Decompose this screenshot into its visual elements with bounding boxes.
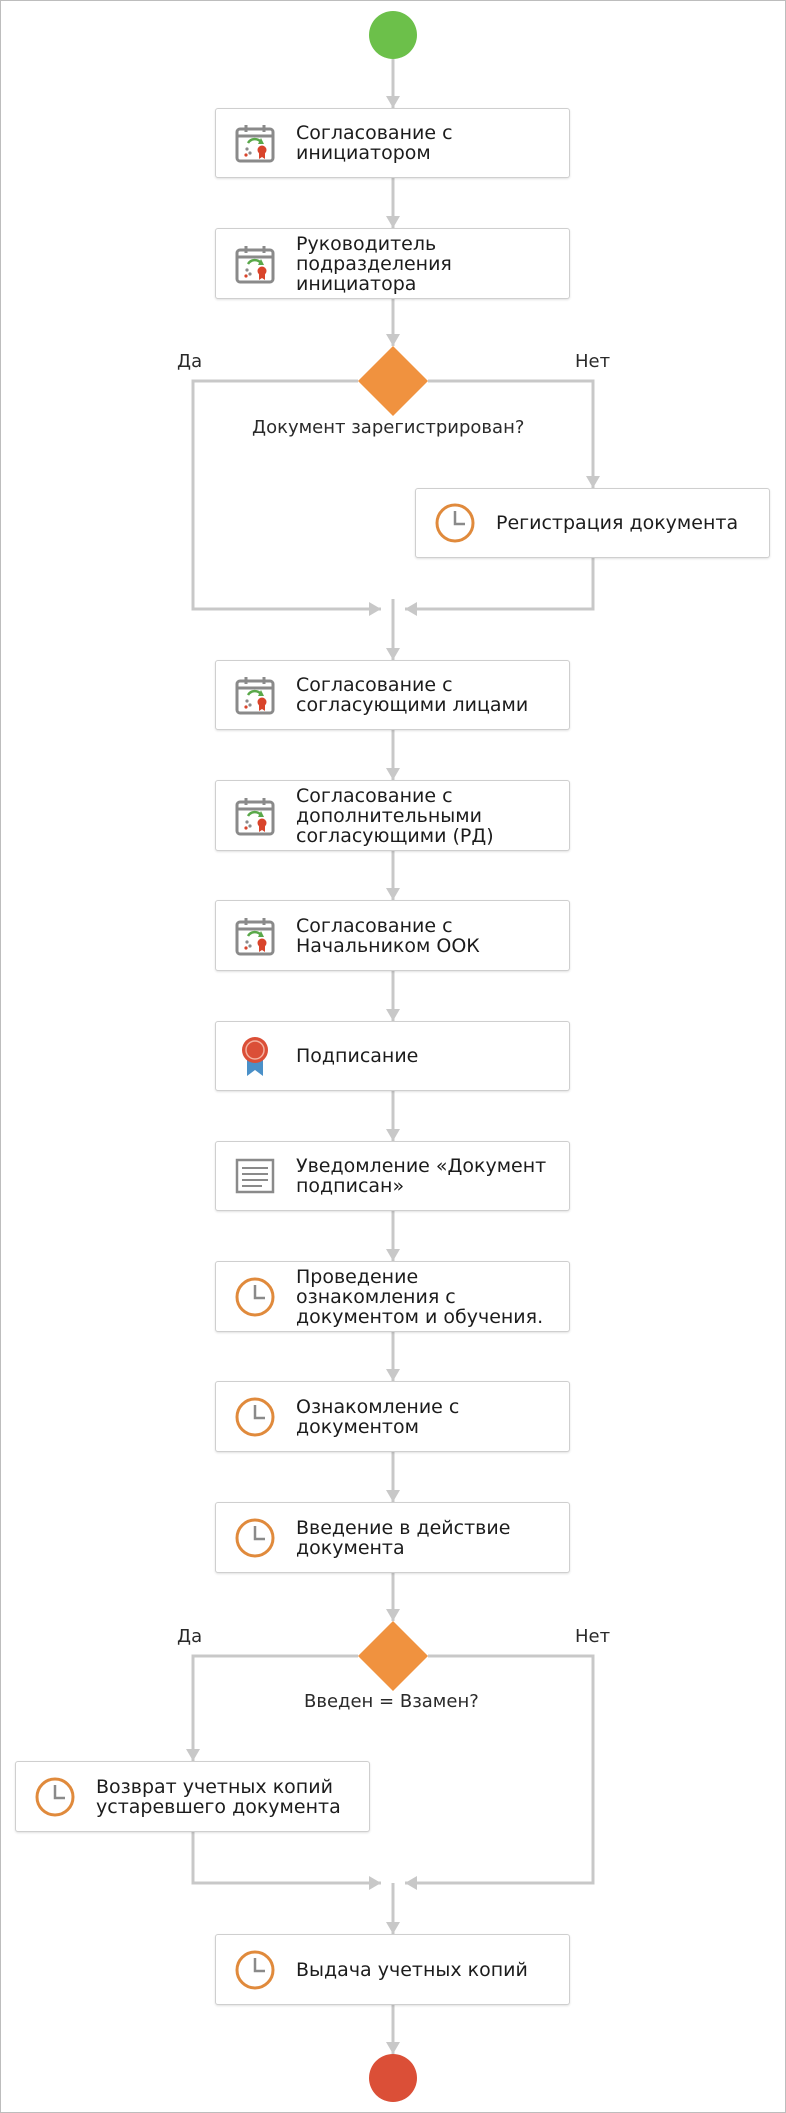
- decision-2-no-label: Нет: [575, 1626, 611, 1647]
- arrowhead: [386, 648, 400, 660]
- decision-1-diamond[interactable]: [358, 346, 428, 416]
- approval-icon: [234, 122, 276, 164]
- approval-icon: [234, 795, 276, 837]
- clock-icon: [234, 1949, 276, 1991]
- approval-icon: [234, 915, 276, 957]
- task-department-head[interactable]: [215, 228, 570, 299]
- arrowhead: [186, 1749, 200, 1761]
- task-approve-approvers[interactable]: [215, 660, 570, 730]
- task-approve-ook-head[interactable]: [215, 900, 570, 971]
- task-label: Проведение ознакомления с документом и обучения.: [296, 1265, 544, 1328]
- decision-2-yes-label: Да: [177, 1626, 203, 1647]
- arrowhead: [386, 1369, 400, 1381]
- task-label: Согласование с дополнительными согласующими (РД): [296, 784, 494, 847]
- arrowhead: [386, 1129, 400, 1141]
- arrowhead: [386, 888, 400, 900]
- arrowhead: [386, 1609, 400, 1621]
- arrowhead: [405, 1876, 417, 1890]
- document-icon: [234, 1155, 276, 1197]
- start-event: [369, 11, 417, 59]
- task-label: Возврат учетных копий устаревшего документа: [96, 1775, 341, 1818]
- task-label: Введение в действие документа: [296, 1516, 511, 1559]
- arrowhead: [386, 1009, 400, 1021]
- task-label: Согласование с согласующими лицами: [296, 674, 529, 716]
- connector-line: [193, 1832, 381, 1883]
- task-notification-signed[interactable]: [215, 1141, 570, 1211]
- task-label: Регистрация документа: [496, 512, 739, 534]
- arrowhead: [405, 602, 417, 616]
- arrowhead: [386, 216, 400, 228]
- clock-icon: [34, 1776, 76, 1818]
- task-familiarization[interactable]: [215, 1381, 570, 1452]
- arrowhead: [386, 1249, 400, 1261]
- decision-2-condition: Введен = Взамен?: [304, 1691, 479, 1712]
- approval-icon: [234, 243, 276, 285]
- connector-line: [405, 558, 593, 609]
- arrowhead: [386, 334, 400, 346]
- task-label: Выдача учетных копий: [296, 1958, 528, 1981]
- task-label: Руководитель подразделения инициатора: [296, 232, 452, 295]
- clock-icon: [434, 502, 476, 544]
- decision-1-yes-label: Да: [177, 351, 203, 372]
- task-register-document[interactable]: [415, 488, 770, 558]
- arrowhead: [369, 1876, 381, 1890]
- arrowhead: [586, 476, 600, 488]
- arrowhead: [386, 96, 400, 108]
- clock-icon: [234, 1276, 276, 1318]
- arrowhead: [386, 768, 400, 780]
- task-familiarization-training[interactable]: [215, 1261, 570, 1332]
- task-label: Согласование с инициатором: [296, 122, 453, 164]
- signature-icon: [234, 1035, 276, 1077]
- task-label: Согласование с Начальником ООК: [296, 914, 480, 957]
- decision-1-no-label: Нет: [575, 351, 611, 372]
- arrowhead: [386, 1922, 400, 1934]
- task-approve-additional[interactable]: [215, 780, 570, 851]
- connector-line: [193, 381, 381, 609]
- approval-icon: [234, 674, 276, 716]
- decision-1-condition: Документ зарегистрирован?: [252, 417, 525, 438]
- clock-icon: [234, 1517, 276, 1559]
- arrowhead: [386, 1490, 400, 1502]
- task-signing[interactable]: [215, 1021, 570, 1091]
- task-approve-initiator[interactable]: [215, 108, 570, 178]
- end-event: [369, 2054, 417, 2102]
- arrowhead: [369, 602, 381, 616]
- decision-2-diamond[interactable]: [358, 1621, 428, 1691]
- task-issue-copies[interactable]: [215, 1934, 570, 2005]
- task-label: Подписание: [296, 1045, 419, 1067]
- clock-icon: [234, 1396, 276, 1438]
- task-return-copies[interactable]: [15, 1761, 370, 1832]
- task-put-into-effect[interactable]: [215, 1502, 570, 1573]
- task-label: Уведомление «Документ подписан»: [296, 1155, 547, 1197]
- task-label: Ознакомление с документом: [296, 1395, 460, 1438]
- arrowhead: [386, 2042, 400, 2054]
